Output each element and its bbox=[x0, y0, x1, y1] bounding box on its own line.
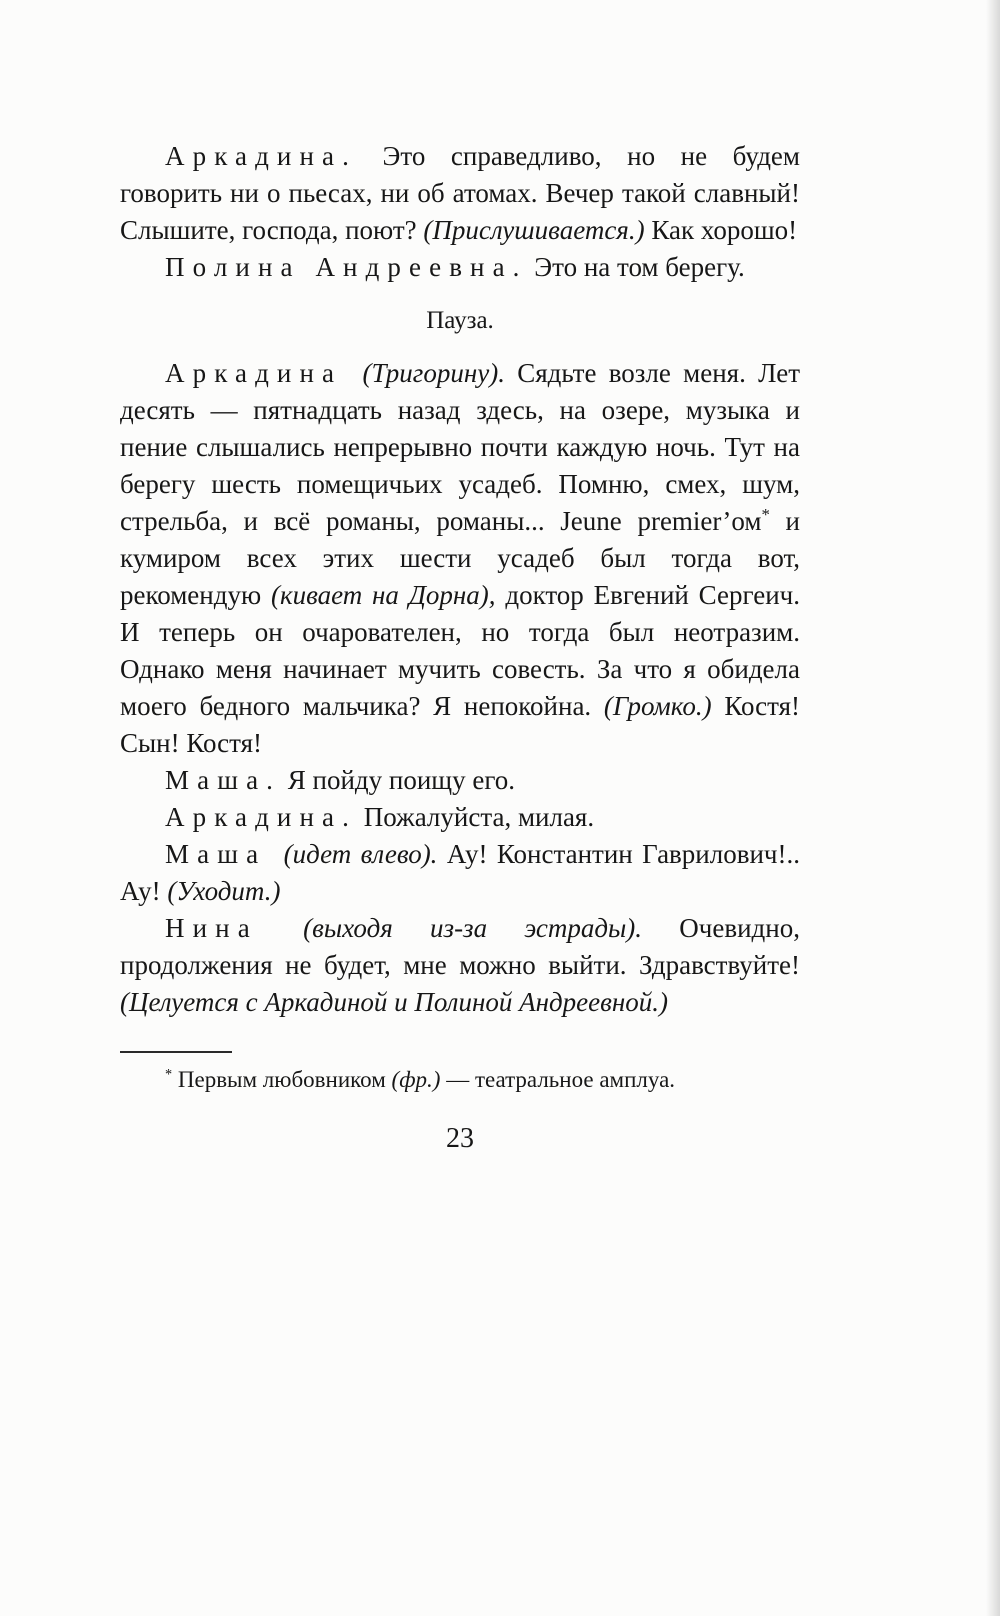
footnote-separator bbox=[120, 1051, 232, 1053]
dialogue-text: Как хорошо! bbox=[644, 215, 798, 245]
dialogue-arkadina-2 bbox=[120, 355, 800, 762]
stage-direction: (Уходит.) bbox=[167, 876, 281, 906]
character-name: Нина bbox=[165, 913, 304, 943]
character-name: Маша. bbox=[165, 765, 282, 795]
scan-edge-shadow bbox=[986, 0, 1000, 1616]
character-name: Аркадина. bbox=[165, 802, 357, 832]
dialogue-nina bbox=[120, 910, 800, 1021]
character-name: Аркадина bbox=[165, 358, 363, 388]
dialogue-text: Первым любовником bbox=[172, 1067, 392, 1092]
dialogue-text: Это на том берегу. bbox=[527, 252, 745, 282]
footnote bbox=[120, 1065, 800, 1095]
dialogue-text: Костя! Сын! Костя! bbox=[120, 691, 800, 758]
stage-direction: (выходя из-за эстрады). bbox=[303, 913, 643, 943]
dialogue-text: Пауза. bbox=[426, 307, 494, 334]
footnote-marker: * bbox=[761, 505, 770, 524]
dialogue-masha-1 bbox=[120, 762, 800, 799]
stage-direction: (идет влево). bbox=[283, 839, 438, 869]
stage-direction: (Тригорину). bbox=[362, 358, 505, 388]
dialogue-arkadina-1 bbox=[120, 138, 800, 249]
dialogue-text: доктор Евгений Сергеич. И теперь он очарователен, но тогда был неотразим. Однако меня начинает мучить совесть. За что я обидела моего бедного мальчика? Я непокойна. bbox=[120, 580, 800, 721]
character-name: Полина Андреевна. bbox=[165, 252, 528, 282]
dialogue-text: — театральное амплуа. bbox=[440, 1067, 676, 1092]
character-name: Маша bbox=[165, 839, 284, 869]
page-number: 23 bbox=[446, 1123, 474, 1154]
stage-direction-pause bbox=[120, 302, 800, 339]
dialogue-text: Это справедливо, но не будем говорить ни о пьесах, ни об атомах. Вечер такой славный! Слышите, господа, поют? bbox=[120, 141, 800, 245]
stage-direction: (фр.) bbox=[391, 1067, 441, 1092]
text-block bbox=[120, 138, 800, 1021]
dialogue-arkadina-3 bbox=[120, 799, 800, 836]
dialogue-text: Я пойду поищу его. bbox=[281, 765, 515, 795]
dialogue-text: и кумиром всех этих шести усадеб был тогда вот, рекомендую bbox=[120, 506, 801, 610]
dialogue-polina bbox=[120, 249, 800, 286]
footnote-marker: * bbox=[165, 1066, 173, 1083]
stage-direction: (Громко.) bbox=[603, 691, 712, 721]
dialogue-text: Пожалуйста, милая. bbox=[356, 802, 595, 832]
dialogue-text: Очевидно, продолжения не будет, мне можно выйти. Здравствуйте! bbox=[120, 913, 800, 980]
character-name: Аркадина. bbox=[165, 141, 357, 171]
dialogue-text: Сядьте возле меня. Лет десять — пятнадцать назад здесь, на озере, музыка и пение слышались непрерывно почти каждую ночь. Тут на берегу шесть помещичьих усадеб. Помню, смех, шум, стрельба, и всё романы, романы... Jeune premier’ом bbox=[120, 358, 800, 536]
stage-direction: (Целуется с Аркадиной и Полиной Андреевной.) bbox=[120, 987, 668, 1017]
dialogue-masha-2 bbox=[120, 836, 800, 910]
stage-direction: (кивает на Дорна), bbox=[270, 580, 496, 610]
dialogue-text: Ау! Константин Гаврилович!.. Ау! bbox=[120, 839, 800, 906]
stage-direction: (Прислушивается.) bbox=[423, 215, 645, 245]
